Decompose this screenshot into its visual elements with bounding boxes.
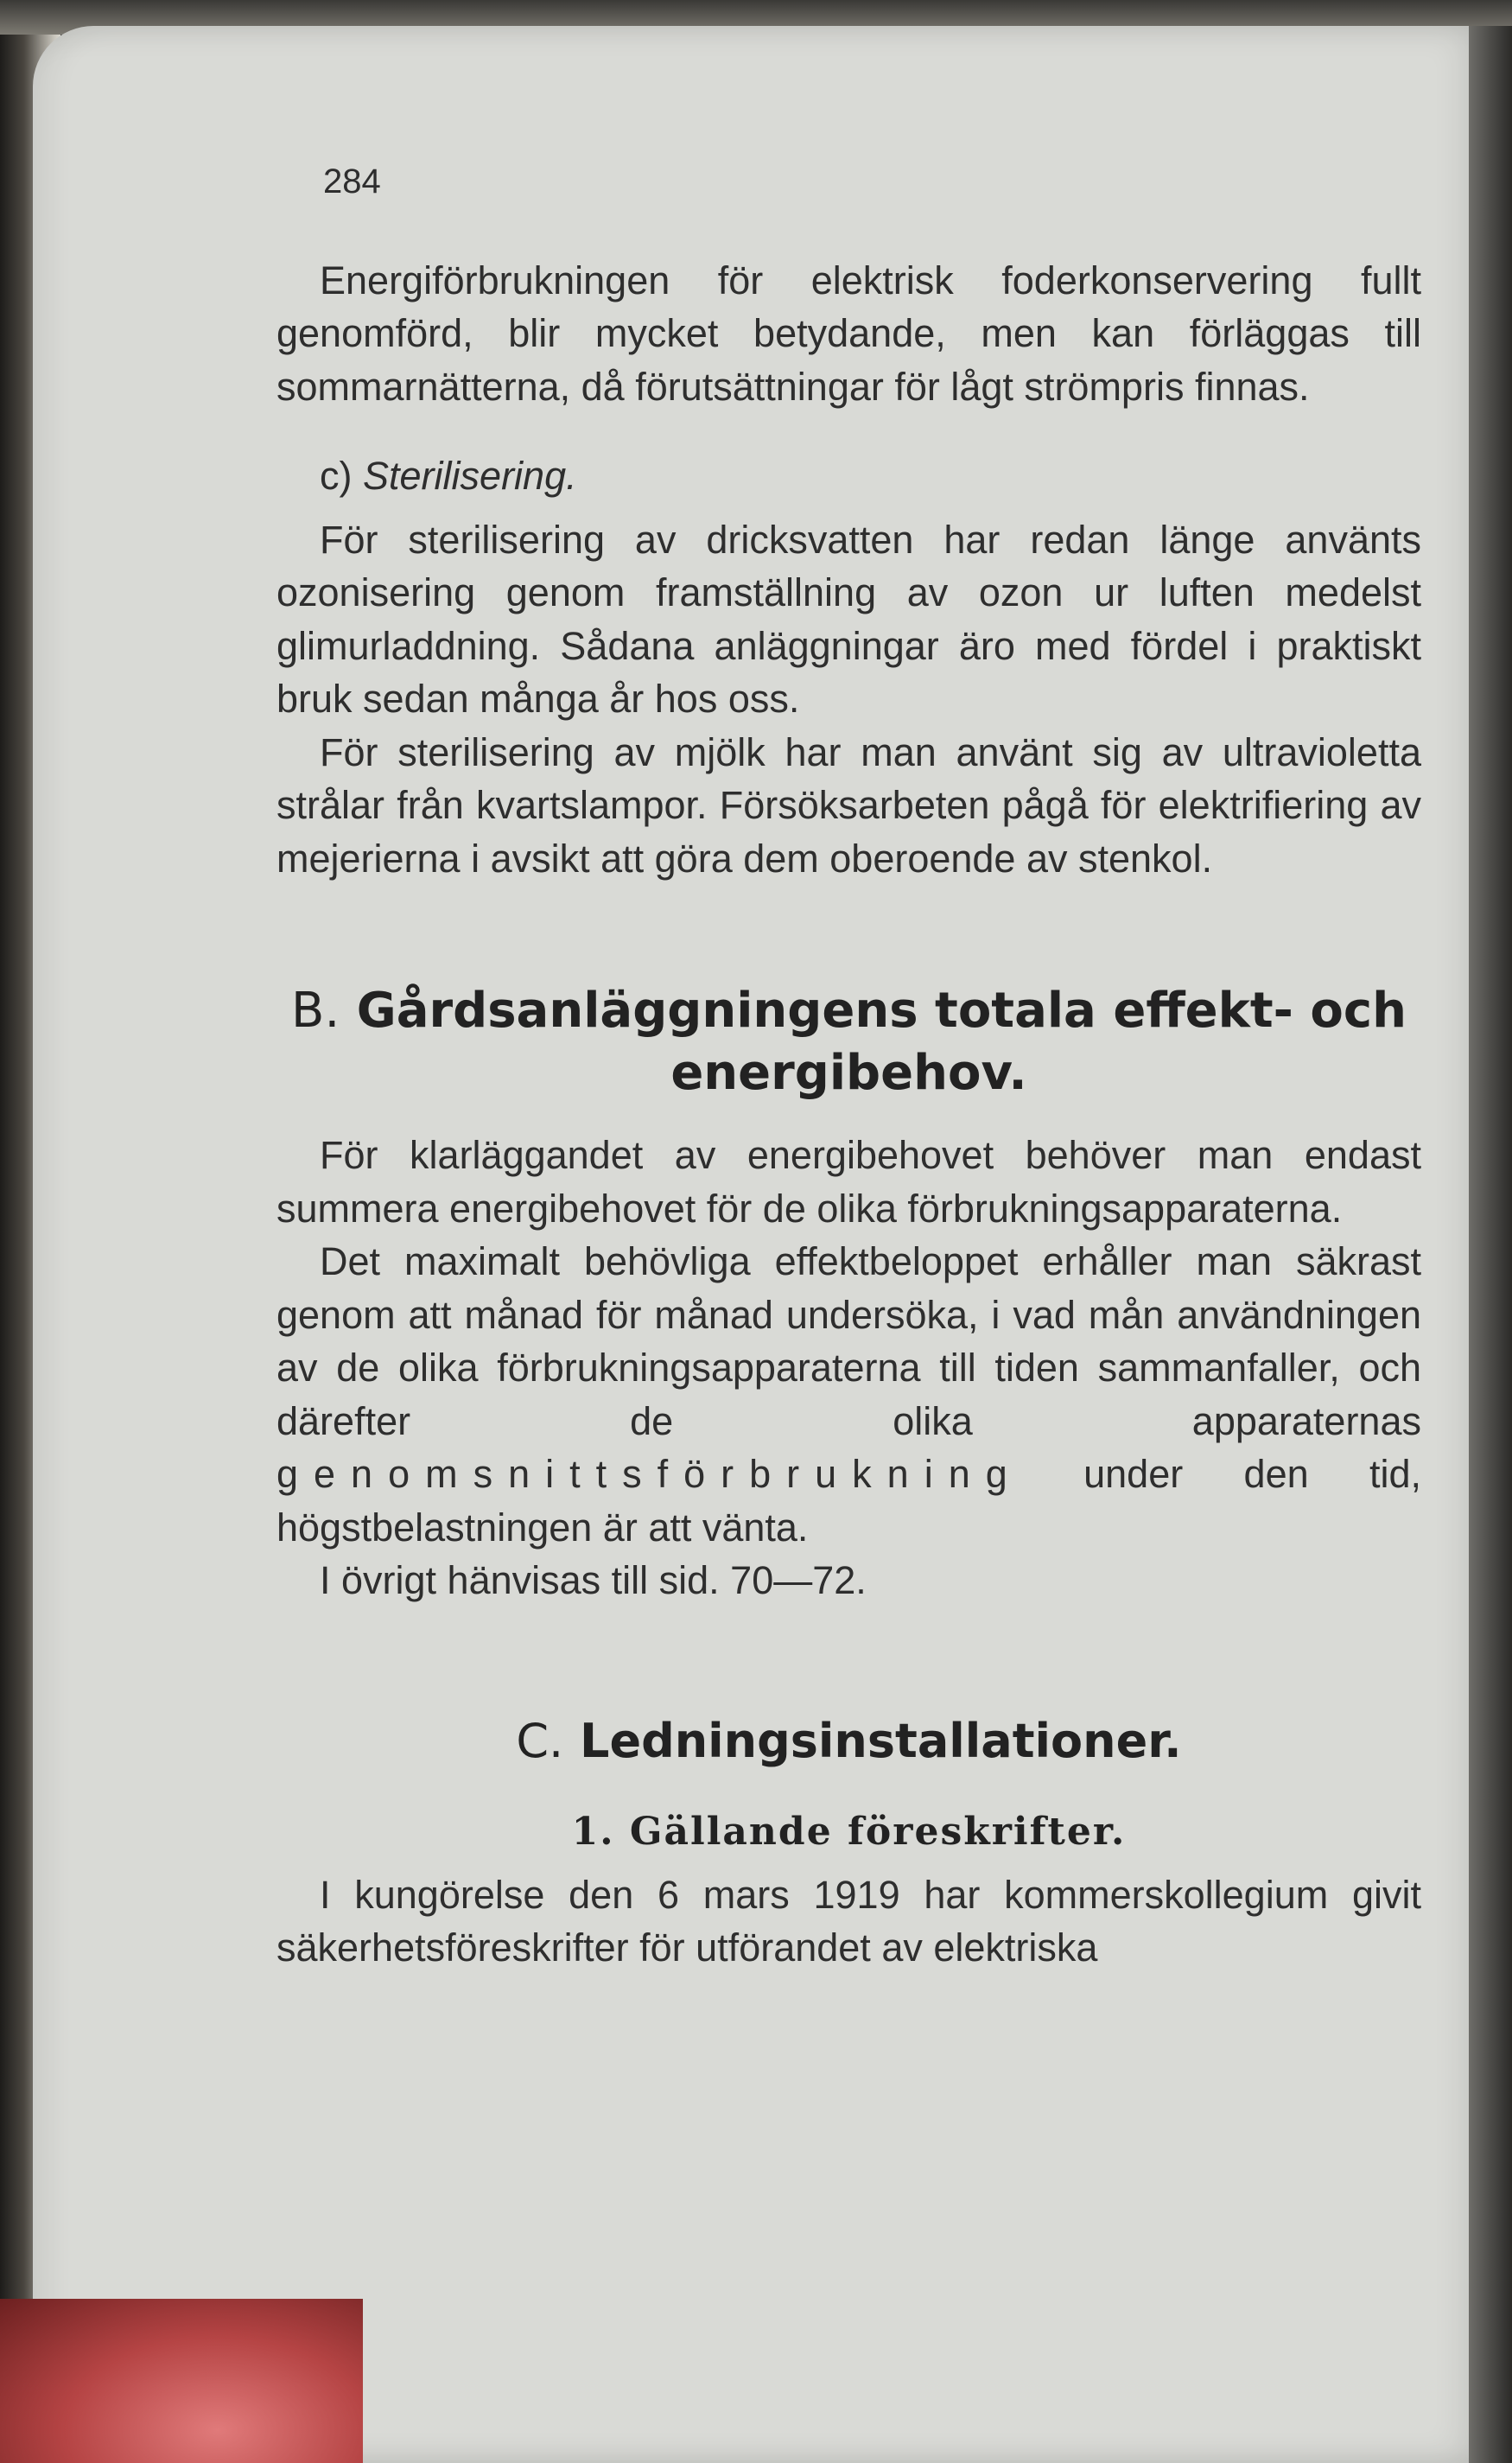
paragraph-text: Det maximalt behövliga effektbeloppet erhåller man säkrast genom att månad för månad undersöka, i vad mån användningen av de olika förbrukningsapparaterna till tiden sammanfaller, och därefter de olika apparaternas: [276, 1239, 1421, 1443]
section-title: Gårdsanläggningens totala effekt- och energibehov.: [356, 983, 1407, 1101]
paragraph-reference: I övrigt hänvisas till sid. 70—72.: [320, 1558, 867, 1602]
paragraph-sterilization-milk: För sterilisering av mjölk har man använt sig av ultravioletta strålar från kvartslampor. Försöksarbeten pågå för elektrifiering av mejerierna i avsikt att göra dem oberoende av stenkol.: [276, 729, 1421, 881]
paragraph-energy-need: För klarläggandet av energibehovet behöver man endast summera energibehovet för de olika förbrukningsapparaterna.: [276, 1133, 1421, 1231]
section-heading-c: [276, 1711, 1421, 1772]
paragraph-energy: Energiförbrukningen för elektrisk foderkonservering fullt genomförd, blir mycket betydande, men kan förläggas till sommarnätterna, då förutsättningar för lågt strömpris finnas.: [276, 258, 1421, 409]
page-shadow: [1469, 26, 1512, 2463]
paragraph-regulations: I kungörelse den 6 mars 1919 har kommerskollegium givit säkerhetsföreskrifter för utförandet av elektriska: [276, 1872, 1421, 1970]
section-letter: B.: [291, 983, 340, 1039]
spaced-emphasis: genomsnittsförbrukning: [276, 1452, 1023, 1496]
subsection-heading-c: [320, 449, 1421, 503]
page-content: [276, 156, 1421, 1975]
subsection-letter: c): [320, 454, 353, 498]
section-title: Ledningsinstallationer.: [580, 1713, 1182, 1768]
subsection-title: Sterilisering.: [363, 454, 577, 498]
paragraph-sterilization-water: För sterilisering av dricksvatten har redan länge använts ozonisering genom framställning av ozon ur luften medelst glimurladdning. Sådana anläggningar äro med fördel i praktiskt bruk sedan många år hos oss.: [276, 517, 1421, 721]
subsection-heading-1: 1. Gällande föreskrifter.: [571, 1809, 1127, 1854]
red-book-cover: [0, 2299, 363, 2463]
paragraph-max-effect: [276, 1235, 1421, 1554]
section-heading-b: [276, 980, 1421, 1104]
paragraph-text: under den tid, högstbelastningen är att vänta.: [276, 1452, 1421, 1550]
page-number: 284: [323, 162, 381, 200]
section-letter: C.: [516, 1713, 564, 1768]
